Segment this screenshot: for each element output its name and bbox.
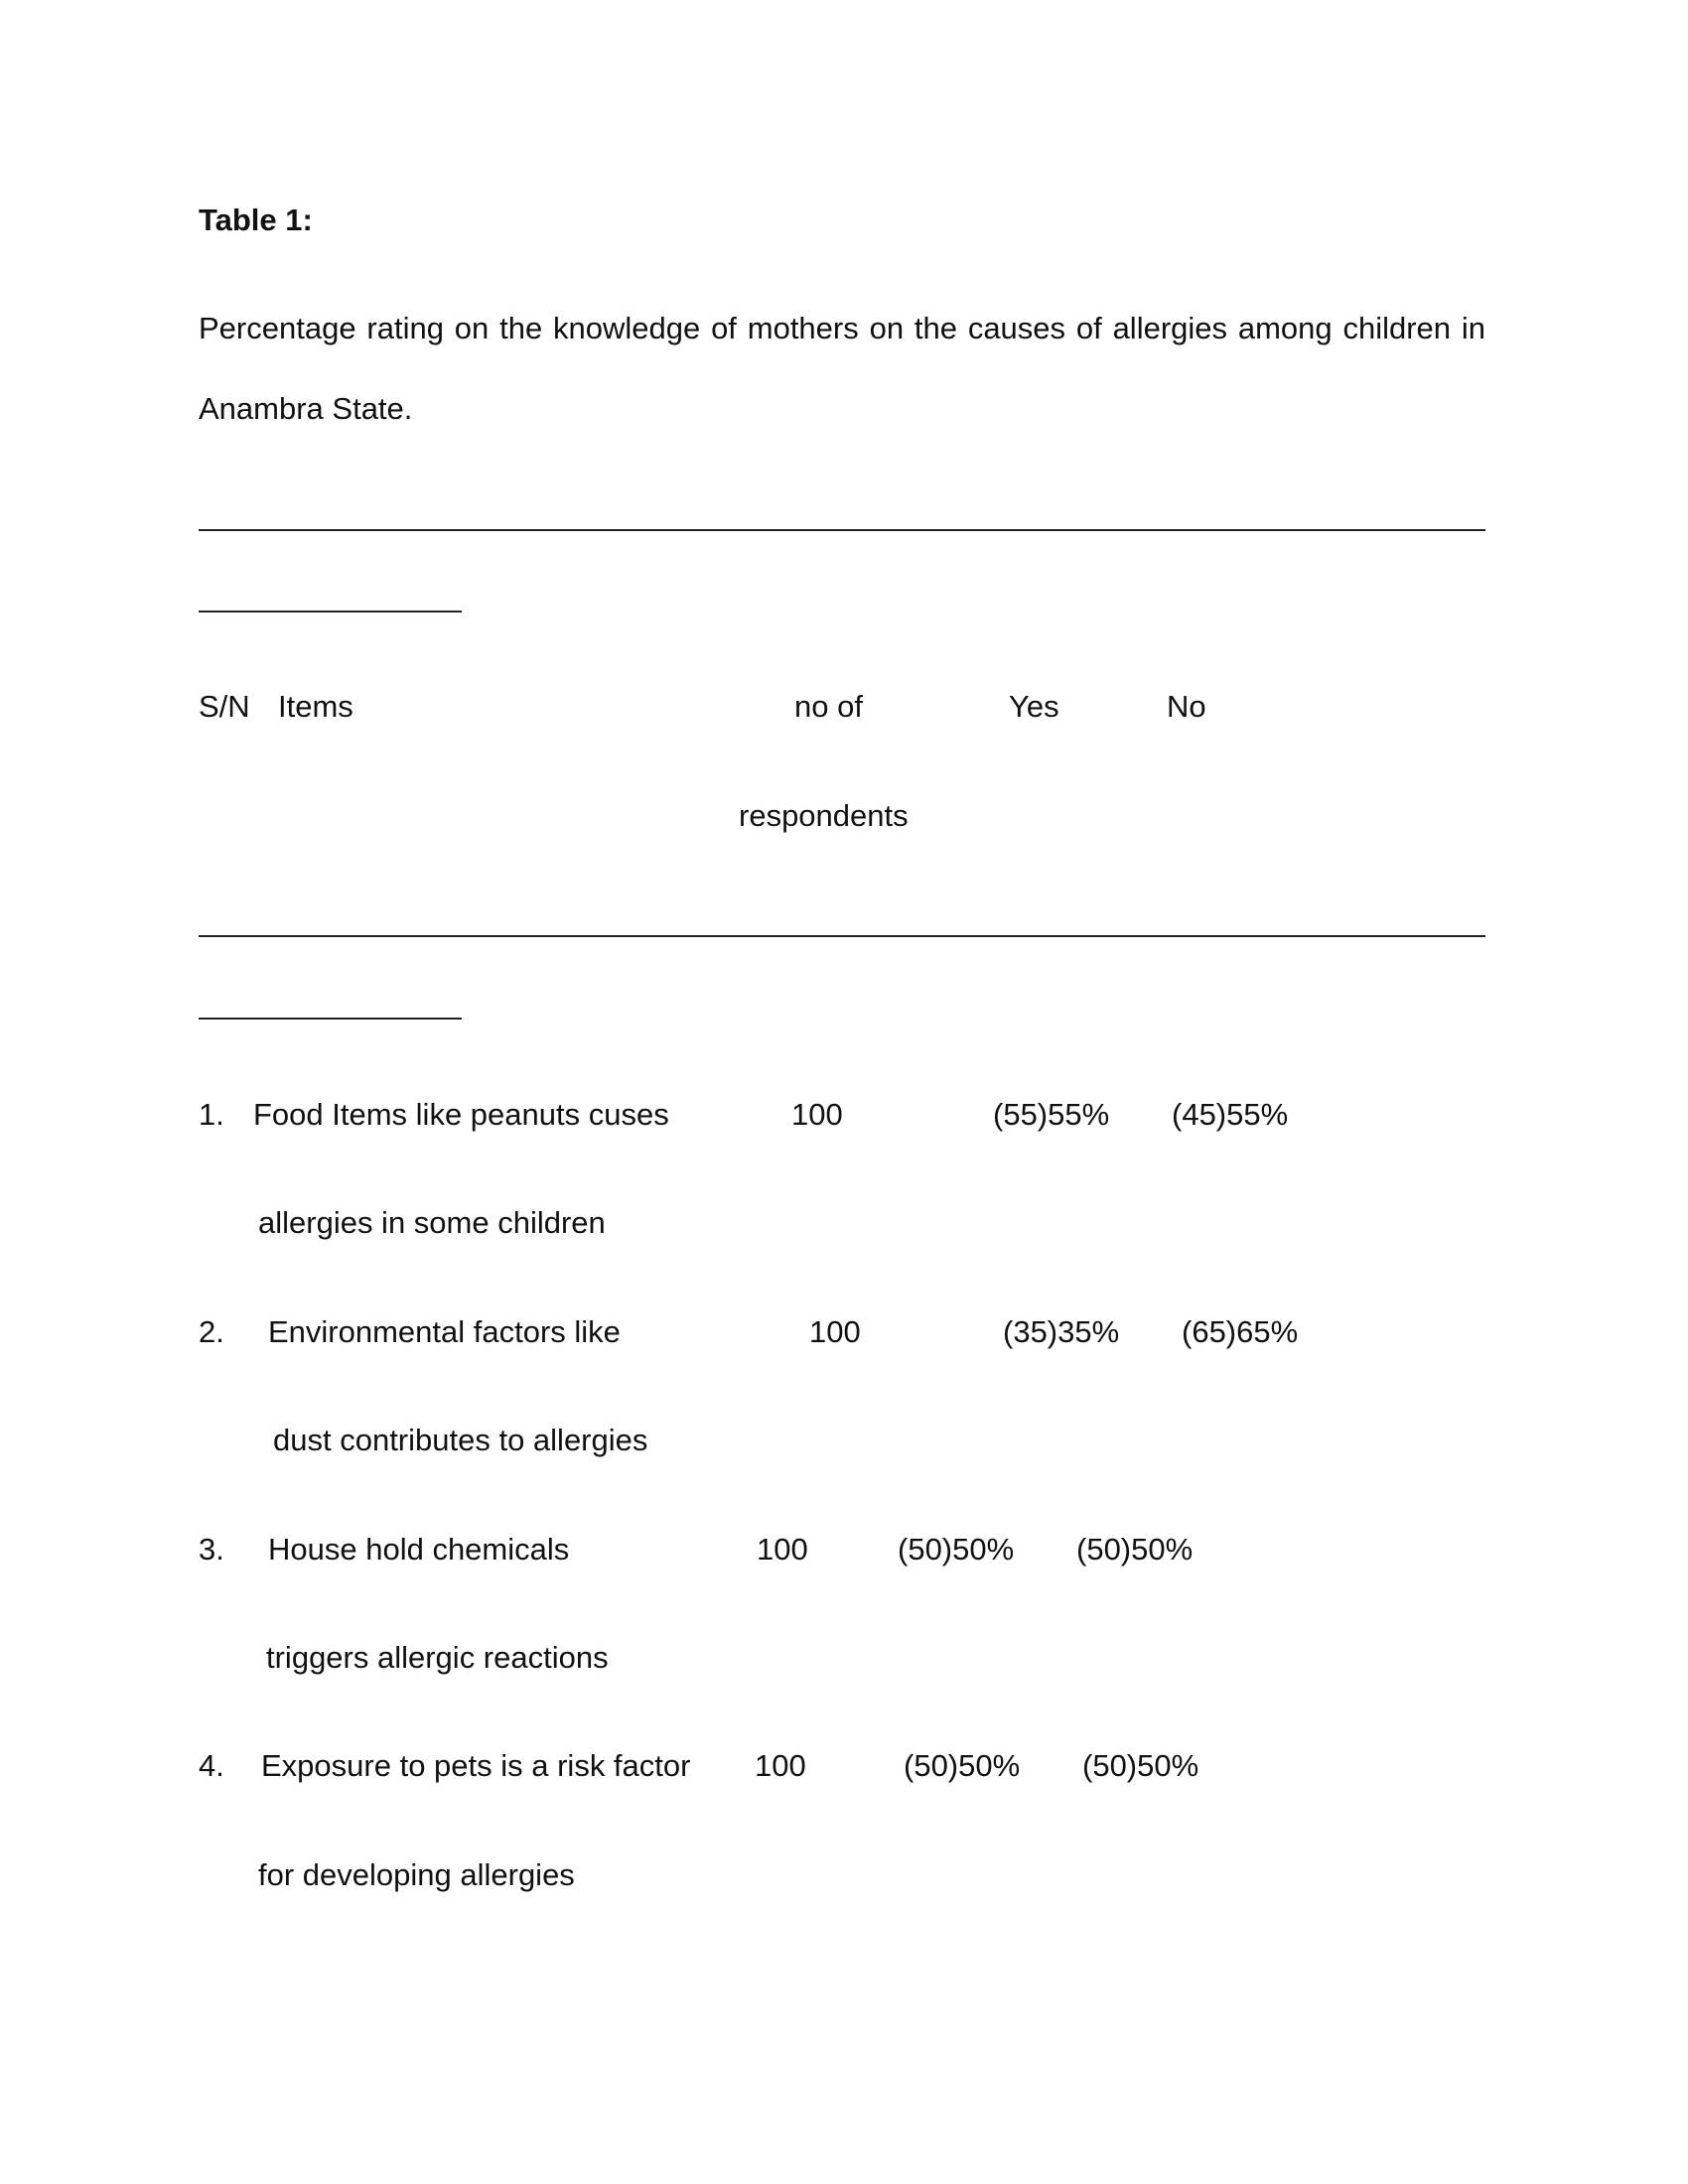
row-4-sn: 4. [199, 1748, 224, 1783]
row-3-no: (50)50% [1076, 1532, 1194, 1567]
header-no-of: no of [794, 689, 863, 724]
table-top-rule-continuation [199, 611, 462, 613]
row-3-yes: (50)50% [898, 1532, 1015, 1567]
row-4-respondents: 100 [755, 1748, 806, 1783]
row-4-item-cont: for developing allergies [258, 1857, 575, 1892]
row-4-no: (50)50% [1082, 1748, 1199, 1783]
header-items: Items [278, 689, 353, 724]
row-1-respondents: 100 [791, 1097, 843, 1132]
table-caption-line-1: Percentage rating on the knowledge of mothers on the causes of allergies among children in [199, 311, 1485, 345]
row-2-respondents: 100 [809, 1314, 861, 1349]
header-respondents: respondents [739, 798, 909, 833]
row-2-item-cont: dust contributes to allergies [273, 1423, 648, 1457]
table-top-rule [199, 529, 1485, 531]
row-2-item: Environmental factors like [268, 1314, 621, 1349]
header-sn: S/N [199, 689, 250, 724]
table-header-rule [199, 935, 1485, 937]
row-3-respondents: 100 [757, 1532, 808, 1567]
row-1-sn: 1. [199, 1097, 224, 1132]
row-3-item-cont: triggers allergic reactions [266, 1640, 609, 1675]
table-caption-line-2: Anambra State. [199, 391, 413, 426]
row-1-item-cont: allergies in some children [258, 1205, 606, 1240]
row-3-item: House hold chemicals [268, 1532, 570, 1567]
row-2-sn: 2. [199, 1314, 224, 1349]
row-4-yes: (50)50% [904, 1748, 1021, 1783]
row-2-no: (65)65% [1182, 1314, 1299, 1349]
table-label: Table 1: [199, 203, 313, 237]
row-3-sn: 3. [199, 1532, 224, 1567]
header-yes: Yes [1009, 689, 1059, 724]
row-1-item: Food Items like peanuts cuses [253, 1097, 669, 1132]
row-1-yes: (55)55% [993, 1097, 1110, 1132]
row-4-item: Exposure to pets is a risk factor [261, 1748, 691, 1783]
header-no: No [1167, 689, 1206, 724]
row-2-yes: (35)35% [1003, 1314, 1120, 1349]
table-header-rule-continuation [199, 1018, 462, 1020]
row-1-no: (45)55% [1172, 1097, 1289, 1132]
